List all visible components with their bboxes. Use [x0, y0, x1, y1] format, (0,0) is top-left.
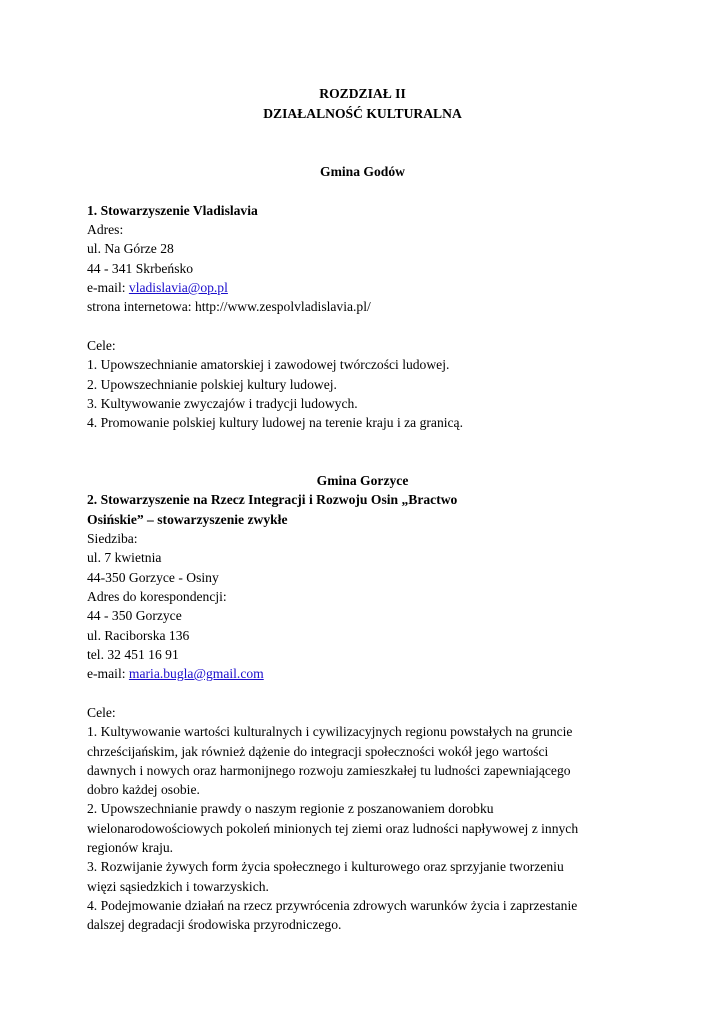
goal-line: dalszej degradacji środowiska przyrodniczego. — [87, 917, 342, 932]
gmina-heading-gorzyce: Gmina Gorzyce — [316, 473, 409, 488]
goal-item: 1. Upowszechnianie amatorskiej i zawodowej twórczości ludowej. — [87, 357, 450, 372]
goal-line: dobro każdej osobie. — [87, 782, 200, 797]
email-link[interactable]: maria.bugla@gmail.com — [128, 666, 264, 681]
goal-line: regionów kraju. — [87, 840, 174, 855]
correspondence-postal: 44 - 350 Gorzyce — [87, 608, 182, 623]
goals-label: Cele: — [87, 338, 116, 353]
seat-postal: 44-350 Gorzyce - Osiny — [87, 570, 219, 585]
org-title-line: Osińskie” – stowarzyszenie zwykłe — [87, 512, 288, 527]
gmina-heading-godow: Gmina Godów — [320, 164, 405, 179]
address-postal: 44 - 341 Skrbeńsko — [87, 261, 194, 276]
chapter-number: ROZDZIAŁ II — [319, 86, 406, 101]
goal-line: 4. Podejmowanie działań na rzecz przywrócenia zdrowych warunków życia i zaprzestanie — [87, 898, 578, 913]
email-label: e-mail: — [87, 280, 129, 295]
seat-label: Siedziba: — [87, 531, 138, 546]
email-line — [87, 280, 228, 296]
website-line: strona internetowa: http://www.zespolvladislavia.pl/ — [87, 299, 371, 314]
goal-line: 2. Upowszechnianie prawdy o naszym regionie z poszanowaniem dorobku — [87, 801, 494, 816]
phone-line: tel. 32 451 16 91 — [87, 647, 179, 662]
goal-item: 2. Upowszechnianie polskiej kultury ludowej. — [87, 377, 337, 392]
goal-line: 1. Kultywowanie wartości kulturalnych i cywilizacyjnych regionu powstałych na gruncie — [87, 724, 573, 739]
email-line — [87, 666, 264, 682]
goal-line: chrześcijańskim, jak również dążenie do integracji społeczności wokół jego wartości — [87, 744, 549, 759]
correspondence-street: ul. Raciborska 136 — [87, 628, 190, 643]
goal-item: 3. Kultywowanie zwyczajów i tradycji ludowych. — [87, 396, 358, 411]
goals-label: Cele: — [87, 705, 116, 720]
correspondence-label: Adres do korespondencji: — [87, 589, 227, 604]
address-label: Adres: — [87, 222, 124, 237]
email-link[interactable]: vladislavia@op.pl — [128, 280, 228, 295]
goal-item: 4. Promowanie polskiej kultury ludowej na terenie kraju i za granicą. — [87, 415, 463, 430]
goal-line: dawnych i nowych oraz harmonijnego rozwoju zamieszkałej tu ludności zapewniającego — [87, 763, 571, 778]
email-label: e-mail: — [87, 666, 129, 681]
org-title-line: 2. Stowarzyszenie na Rzecz Integracji i Rozwoju Osin „Bractwo — [87, 492, 458, 507]
seat-street: ul. 7 kwietnia — [87, 550, 162, 565]
chapter-title: DZIAŁALNOŚĆ KULTURALNA — [263, 106, 462, 121]
address-street: ul. Na Górze 28 — [87, 241, 174, 256]
org-title-vladislavia: 1. Stowarzyszenie Vladislavia — [87, 203, 258, 218]
goal-line: więzi sąsiedzkich i towarzyskich. — [87, 879, 269, 894]
goal-line: wielonarodowościowych pokoleń minionych tej ziemi oraz ludności napływowej z innych — [87, 821, 579, 836]
goal-line: 3. Rozwijanie żywych form życia społecznego i kulturowego oraz sprzyjanie tworzeniu — [87, 859, 564, 874]
